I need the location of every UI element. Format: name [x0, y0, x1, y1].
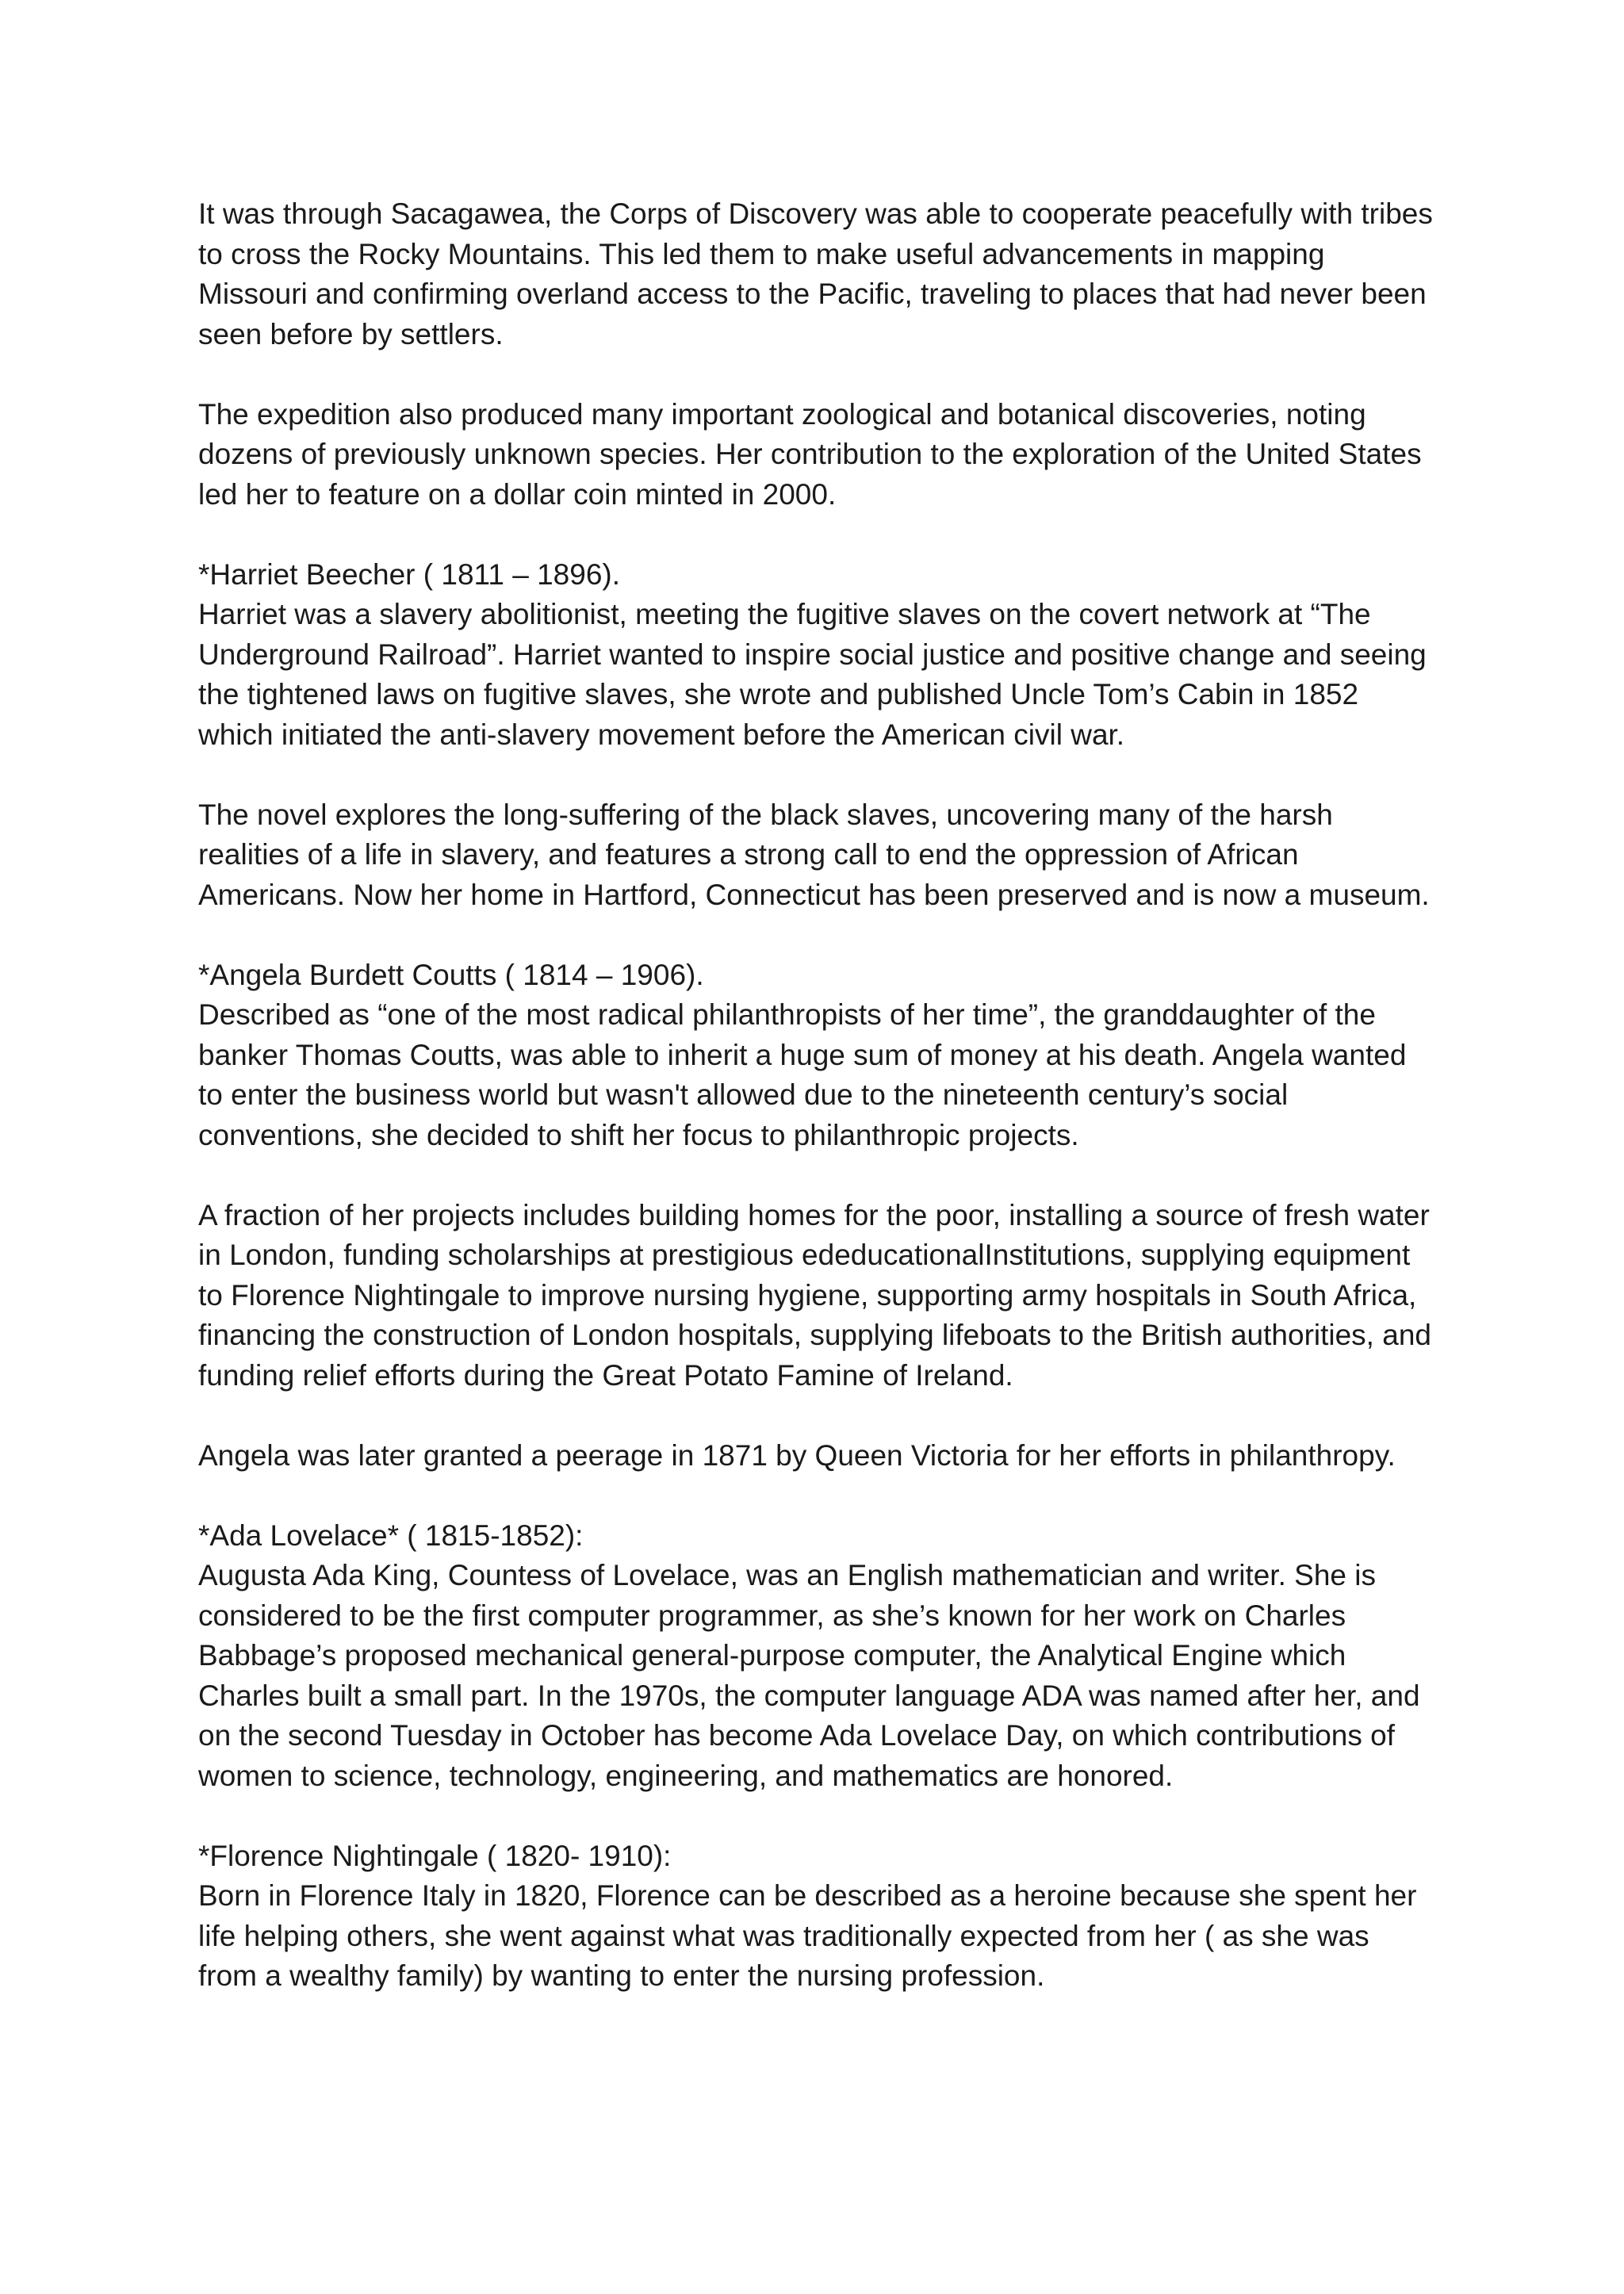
section-ada-lovelace — [198, 1516, 1435, 1797]
paragraph: Harriet was a slavery abolitionist, meeting the fugitive slaves on the covert network at “The Underground Railroad”. Harriet wanted to inspire social justice and positive change and seeing the tightened laws on fugitive slaves, she wrote and published Uncle Tom’s Cabin in 1852 which initiated the anti-slavery movement before the American civil war. — [198, 598, 1427, 751]
paragraph: Described as “one of the most radical philanthropists of her time”, the granddaughter of the banker Thomas Coutts, was able to inherit a huge sum of money at his death. Angela wanted to enter the business world but wasn't allowed due to the nineteenth century’s social conventions, she decided to shift her focus to philanthropic projects. — [198, 998, 1407, 1151]
paragraph: The novel explores the long-suffering of the black slaves, uncovering many of the harsh realities of a life in slavery, and features a strong call to end the oppression of African Americans. Now her home in Hartford, Connecticut has been preserved and is now a museum. — [198, 798, 1430, 911]
paragraph: Augusta Ada King, Countess of Lovelace, was an English mathematician and writer. She is considered to be the first computer programmer, as she’s known for her work on Charles Babbage’s proposed mechanical general-purpose computer, the Analytical Engine which Charles built a small part. In the 1970s, the computer language ADA was named after her, and on the second Tuesday in October has become Ada Lovelace Day, on which contributions of women to science, technology, engineering, and mathematics are honored. — [198, 1559, 1420, 1792]
section-harriet-beecher — [198, 555, 1435, 916]
section-heading: *Harriet Beecher ( 1811 – 1896). — [198, 557, 621, 591]
section-heading: *Ada Lovelace* ( 1815-1852): — [198, 1518, 584, 1552]
paragraph: It was through Sacagawea, the Corps of Discovery was able to cooperate peacefully with tribes to cross the Rocky Mountains. This led them to make useful advancements in mapping Missouri and confirming overland access to the Pacific, traveling to places that had never been seen before by settlers. — [198, 197, 1433, 350]
section-angela-burdett-coutts — [198, 956, 1435, 1476]
paragraph: The expedition also produced many important zoological and botanical discoveries, noting dozens of previously unknown species. Her contribution to the exploration of the United States led her to feature on a dollar coin minted in 2000. — [198, 397, 1422, 511]
paragraph: A fraction of her projects includes building homes for the poor, installing a source of fresh water in London, funding scholarships at prestigious ededucationalInstitutions, supplying equipment to Florence Nightingale to improve nursing hygiene, supporting army hospitals in South Africa, financing the construction of London hospitals, supplying lifeboats to the British authorities, and funding relief efforts during the Great Potato Famine of Ireland. — [198, 1198, 1431, 1392]
paragraph: Born in Florence Italy in 1820, Florence can be described as a heroine because she spent her life helping others, she went against what was traditionally expected from her ( as she was from a wealthy family) by wanting to enter the nursing profession. — [198, 1879, 1417, 1992]
paragraph: Angela was later granted a peerage in 1871 by Queen Victoria for her efforts in philanthropy. — [198, 1438, 1396, 1472]
section-heading: *Florence Nightingale ( 1820- 1910): — [198, 1839, 672, 1872]
document-page — [198, 194, 1435, 2036]
section-florence-nightingale — [198, 1836, 1435, 1997]
section-heading: *Angela Burdett Coutts ( 1814 – 1906). — [198, 958, 704, 991]
